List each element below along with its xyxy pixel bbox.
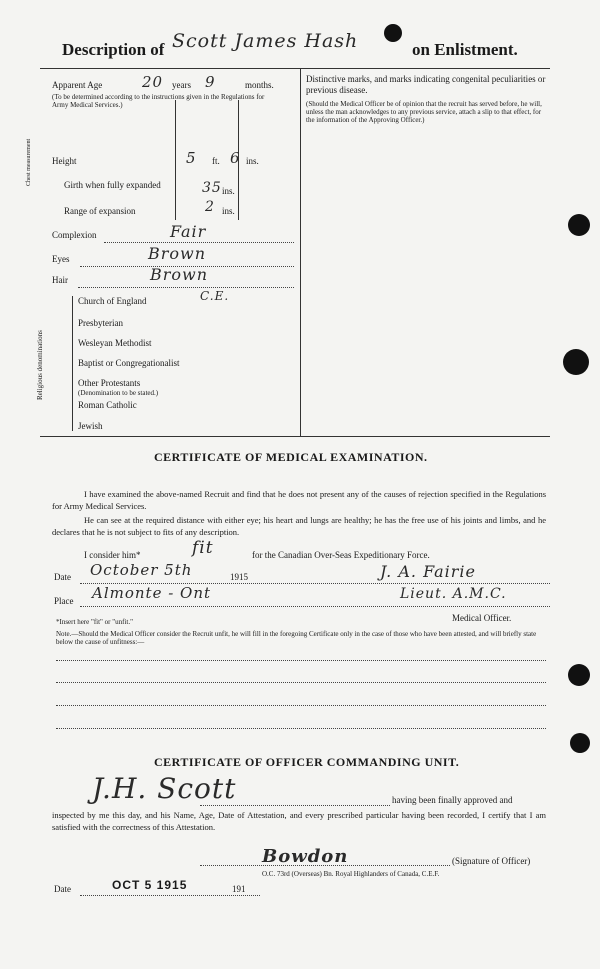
unfit-cause-rule-1 — [56, 660, 546, 661]
ft-label: ft. — [212, 156, 220, 166]
medical-footnote: *Insert here "fit" or "unfit." — [56, 618, 133, 626]
officer-printed-year: 191 — [232, 884, 246, 894]
punch-hole — [568, 214, 590, 236]
officer-heading: CERTIFICATE OF OFFICER COMMANDING UNIT. — [154, 755, 460, 769]
complexion-rule — [104, 242, 294, 243]
religion-church-of-england: Church of England — [78, 296, 147, 306]
measure-col-left — [175, 100, 176, 220]
consider-rest: for the Canadian Over-Seas Expeditionary Force. — [252, 550, 430, 560]
height-ft: 5 — [186, 149, 197, 167]
age-months: 9 — [205, 73, 216, 91]
officer-recruit-signature: J.H. Scott — [92, 772, 237, 805]
title-right: on Enlistment. — [412, 40, 518, 59]
co-signature-rule — [200, 865, 450, 866]
recruit-name: Scott James Hash — [172, 30, 359, 52]
marks-note: (Should the Medical Officer be of opinion that the recruit has served before, he will, unless the man acknowledges to any previous service, attach a slip to that effect, for the information of the Approving Officer.) — [306, 100, 542, 124]
officer-text-2: inspected by me this day, and his Name, Age, Date of Attestation, and every prescribed particular having been recorded, I certify that I am satisfied with the correctness of this Attestation. — [52, 810, 546, 832]
eyes-value: Brown — [148, 244, 207, 263]
complexion-value: Fair — [170, 222, 207, 241]
range-value: 2 — [205, 199, 215, 215]
form-bottom-rule — [40, 436, 550, 437]
officer-signature-label: (Signature of Officer) — [452, 856, 531, 866]
religion-baptist: Baptist or Congregationalist — [78, 358, 180, 368]
hair-rule — [78, 287, 294, 288]
years-label: years — [172, 80, 191, 90]
officer-date-rule — [80, 895, 260, 896]
unfit-cause-rule-3 — [56, 705, 546, 706]
medical-place-rule — [80, 606, 550, 607]
officer-date-label: Date — [54, 884, 71, 894]
medical-heading: CERTIFICATE OF MEDICAL EXAMINATION. — [154, 450, 428, 464]
age-years: 20 — [142, 73, 164, 91]
officer-stamp-date: OCT 5 1915 — [112, 878, 188, 892]
medical-rank: Lieut. A.M.C. — [400, 586, 507, 602]
age-note: (To be determined according to the instructions given in the Regulations for Army Medical Services.) — [52, 93, 265, 109]
girth-value: 35 — [202, 180, 222, 196]
eyes-label: Eyes — [52, 254, 70, 264]
religion-bracket — [72, 296, 73, 431]
religion-presbyterian: Presbyterian — [78, 318, 123, 328]
officer-name-rule — [200, 805, 390, 806]
punch-hole — [384, 24, 402, 42]
chest-side-label: Chest measurement — [26, 138, 32, 186]
medical-year: 1915 — [230, 572, 248, 582]
religion-mark: C.E. — [200, 289, 230, 303]
form-divider — [300, 68, 301, 436]
medical-para-1: I have examined the above-named Recruit and find that he does not present any of the causes of rejection specified in the Regulations for Army Medical Services. — [52, 489, 546, 511]
unfit-cause-rule-4 — [56, 728, 546, 729]
punch-hole — [568, 664, 590, 686]
form-top-rule — [40, 68, 550, 69]
religion-roman-catholic: Roman Catholic — [78, 400, 137, 410]
range-ins: ins. — [222, 206, 235, 216]
religion-other-protestants: Other Protestants — [78, 378, 141, 388]
marks-heading: Distinctive marks, and marks indicating congenital peculiarities or previous disease. — [306, 74, 546, 95]
hair-label: Hair — [52, 275, 68, 285]
officer-text-1: having been finally approved and — [392, 795, 513, 805]
unit-line: O.C. 73rd (Overseas) Bn. Royal Highlanders of Canada, C.E.F. — [262, 870, 440, 878]
complexion-label: Complexion — [52, 230, 97, 240]
fitness-verdict: fit — [192, 538, 214, 558]
punch-hole — [563, 349, 589, 375]
girth-label: Girth when fully expanded — [64, 180, 161, 190]
height-in: 6 — [230, 149, 241, 167]
religion-wesleyan: Wesleyan Methodist — [78, 338, 152, 348]
religion-denomination-note: (Denomination to be stated.) — [78, 389, 159, 397]
title-left: Description of — [62, 40, 165, 59]
medical-date-label: Date — [54, 572, 71, 582]
medical-signature: J. A. Fairie — [380, 562, 476, 581]
medical-place-value: Almonte - Ont — [92, 584, 212, 602]
unfit-cause-rule-2 — [56, 682, 546, 683]
months-label: months. — [245, 80, 274, 90]
medical-place-label: Place — [54, 596, 74, 606]
religion-side-label: Religious denominations — [36, 330, 44, 400]
ins-label: ins. — [246, 156, 259, 166]
medical-para-2: He can see at the required distance with either eye; his heart and lungs are healthy; he has the free use of his joints and limbs, and he declares that he is not subject to fits of any description. — [52, 515, 546, 537]
medical-note: Note.—Should the Medical Officer consider the Recruit unfit, he will fill in the foregoing Certificate only in the case of those who have been attested, and will briefly state below the cause of unfitness:— — [56, 630, 537, 646]
hair-value: Brown — [150, 265, 209, 284]
medical-date-value: October 5th — [90, 561, 193, 579]
girth-ins: ins. — [222, 186, 235, 196]
medical-officer-label: Medical Officer. — [452, 613, 512, 623]
apparent-age-label: Apparent Age — [52, 80, 103, 90]
punch-hole — [570, 733, 590, 753]
consider-label: I consider him* — [84, 550, 141, 560]
range-label: Range of expansion — [64, 206, 136, 216]
height-label: Height — [52, 156, 77, 166]
religion-jewish: Jewish — [78, 421, 103, 431]
co-signature: Bowdon — [262, 846, 349, 867]
